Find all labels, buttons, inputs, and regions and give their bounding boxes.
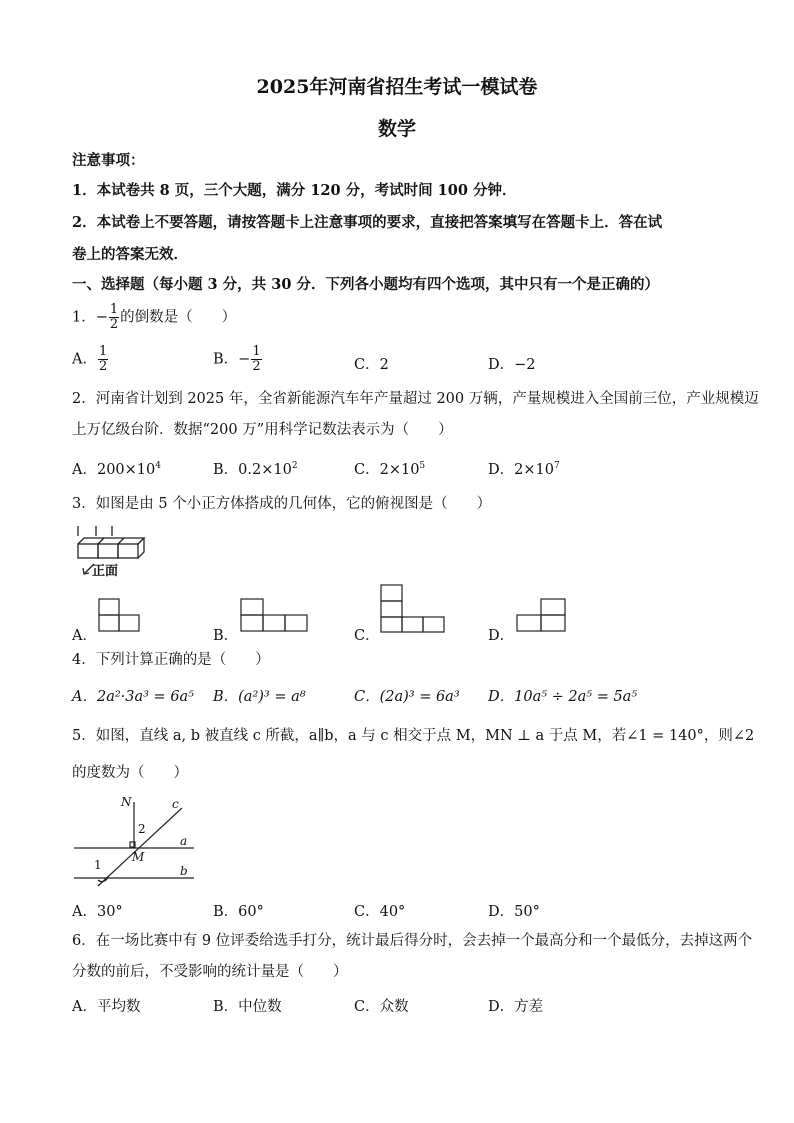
q5-label-N: N <box>121 795 132 809</box>
q1-option-b-den: 2 <box>252 359 261 374</box>
q1-frac-den: 2 <box>109 317 119 332</box>
q2-option-b-exp: 2 <box>291 461 298 472</box>
q5-label-2: 2 <box>138 822 146 836</box>
q2-option-c-base: C．2×10 <box>354 462 420 478</box>
q2-option-b-base: B．0.2×10 <box>213 462 292 478</box>
q2-option-c <box>354 458 425 479</box>
exam-title: 2025年河南省招生考试一模试卷 <box>256 76 538 98</box>
q6-option-c: C．众数 <box>354 999 409 1015</box>
q3-option-a: A． <box>72 628 97 644</box>
q4-option-a: A．2a²·3a³ = 6a⁵ <box>72 689 194 705</box>
q1-option-a-label: A． <box>72 351 97 368</box>
question-2-line-2: 上万亿级台阶．数据“200 万”用科学记数法表示为（ ） <box>72 422 453 438</box>
question-6-line-1: 6．在一场比赛中有 9 位评委给选手打分，统计最后得分时，会去掉一个最高分和一个最低分，去掉这两个 <box>72 933 753 949</box>
q2-option-b <box>213 458 298 479</box>
question-2-line-1: 2．河南省计划到 2025 年，全省新能源汽车年产量超过 200 万辆，产量规模进入全国前三位，产业规模迈 <box>72 391 759 407</box>
q6-option-b: B．中位数 <box>213 999 282 1015</box>
q1-fraction <box>109 303 119 332</box>
q1-minus: − <box>95 309 108 326</box>
q5-option-b: B．60° <box>213 904 264 920</box>
q2-option-a-base: A．200×10 <box>72 462 156 478</box>
q3-option-d-shape <box>516 598 572 634</box>
q3-front-label: 正面 <box>92 564 119 579</box>
q1-option-c: C．2 <box>354 357 389 373</box>
section-heading-choice: 一、选择题（每小题 3 分，共 30 分．下列各小题均有四个选项，其中只有一个是正确的） <box>72 276 659 293</box>
q5-label-b: b <box>180 864 188 878</box>
q6-option-a: A．平均数 <box>72 999 141 1015</box>
q1-option-d: D．−2 <box>488 357 536 373</box>
q3-option-b-shape <box>240 598 312 634</box>
q3-option-d: D． <box>488 628 515 644</box>
question-1 <box>72 303 236 332</box>
q4-option-d: D．10a⁵ ÷ 2a⁵ = 5a⁵ <box>488 689 638 705</box>
notice-item-2a: 2．本试卷上不要答题，请按答题卡上注意事项的要求，直接把答案填写在答题卡上．答在试 <box>72 214 663 231</box>
q1-option-a-fraction <box>98 345 108 374</box>
q2-option-d-exp: 7 <box>553 461 560 472</box>
q1-frac-num: 1 <box>109 302 119 317</box>
notice-item-1: 1．本试卷共 8 页，三个大题，满分 120 分，考试时间 100 分钟． <box>72 182 517 199</box>
question-6-line-2: 分数的前后，不受影响的统计量是（ ） <box>72 964 348 980</box>
q2-option-d <box>488 458 560 479</box>
q4-option-c: C．(2a)³ = 6a³ <box>354 689 460 705</box>
q3-solid-figure <box>74 524 164 576</box>
q3-option-c-shape <box>380 584 450 634</box>
q6-option-d: D．方差 <box>488 999 544 1015</box>
q1-option-b-label: B．− <box>213 351 251 368</box>
q3-option-b: B． <box>213 628 239 644</box>
q2-option-d-base: D．2×10 <box>488 462 554 478</box>
q1-option-b <box>213 345 263 374</box>
q1-option-a-den: 2 <box>98 359 108 374</box>
q5-option-d: D．50° <box>488 904 540 920</box>
subject-title: 数学 <box>377 118 416 140</box>
q1-number: 1． <box>72 309 96 326</box>
q5-label-M: M <box>132 850 145 864</box>
notice-heading: 注意事项： <box>72 152 145 169</box>
q2-option-a-exp: 4 <box>155 461 161 472</box>
q4-option-b: B．(a²)³ = a⁸ <box>213 689 306 705</box>
q5-label-1: 1 <box>94 858 102 872</box>
notice-item-2b: 卷上的答案无效． <box>72 246 188 263</box>
question-5-line-1: 5．如图，直线 a, b 被直线 c 所截，a∥b，a 与 c 相交于点 M，MN ⊥ a 于点 M，若∠1 = 140°，则∠2 <box>72 728 755 744</box>
q2-option-c-exp: 5 <box>419 461 426 472</box>
q1-option-b-fraction <box>251 345 261 374</box>
question-3: 3．如图是由 5 个小正方体搭成的几何体，它的俯视图是（ ） <box>72 496 492 512</box>
q2-option-a <box>72 458 161 479</box>
q3-option-c: C． <box>354 628 380 644</box>
question-5-line-2: 的度数为（ ） <box>72 765 188 781</box>
q1-option-a-num: 1 <box>98 344 108 359</box>
q1-option-a <box>72 345 109 374</box>
q5-option-a: A．30° <box>72 904 123 920</box>
q5-label-a: a <box>180 834 188 848</box>
q1-option-b-num: 1 <box>252 344 261 359</box>
q1-text: 的倒数是（ ） <box>120 309 237 326</box>
q5-label-c: c <box>172 797 179 811</box>
q5-option-c: C．40° <box>354 904 406 920</box>
question-4: 4．下列计算正确的是（ ） <box>72 652 270 668</box>
q3-option-a-shape <box>98 598 148 634</box>
